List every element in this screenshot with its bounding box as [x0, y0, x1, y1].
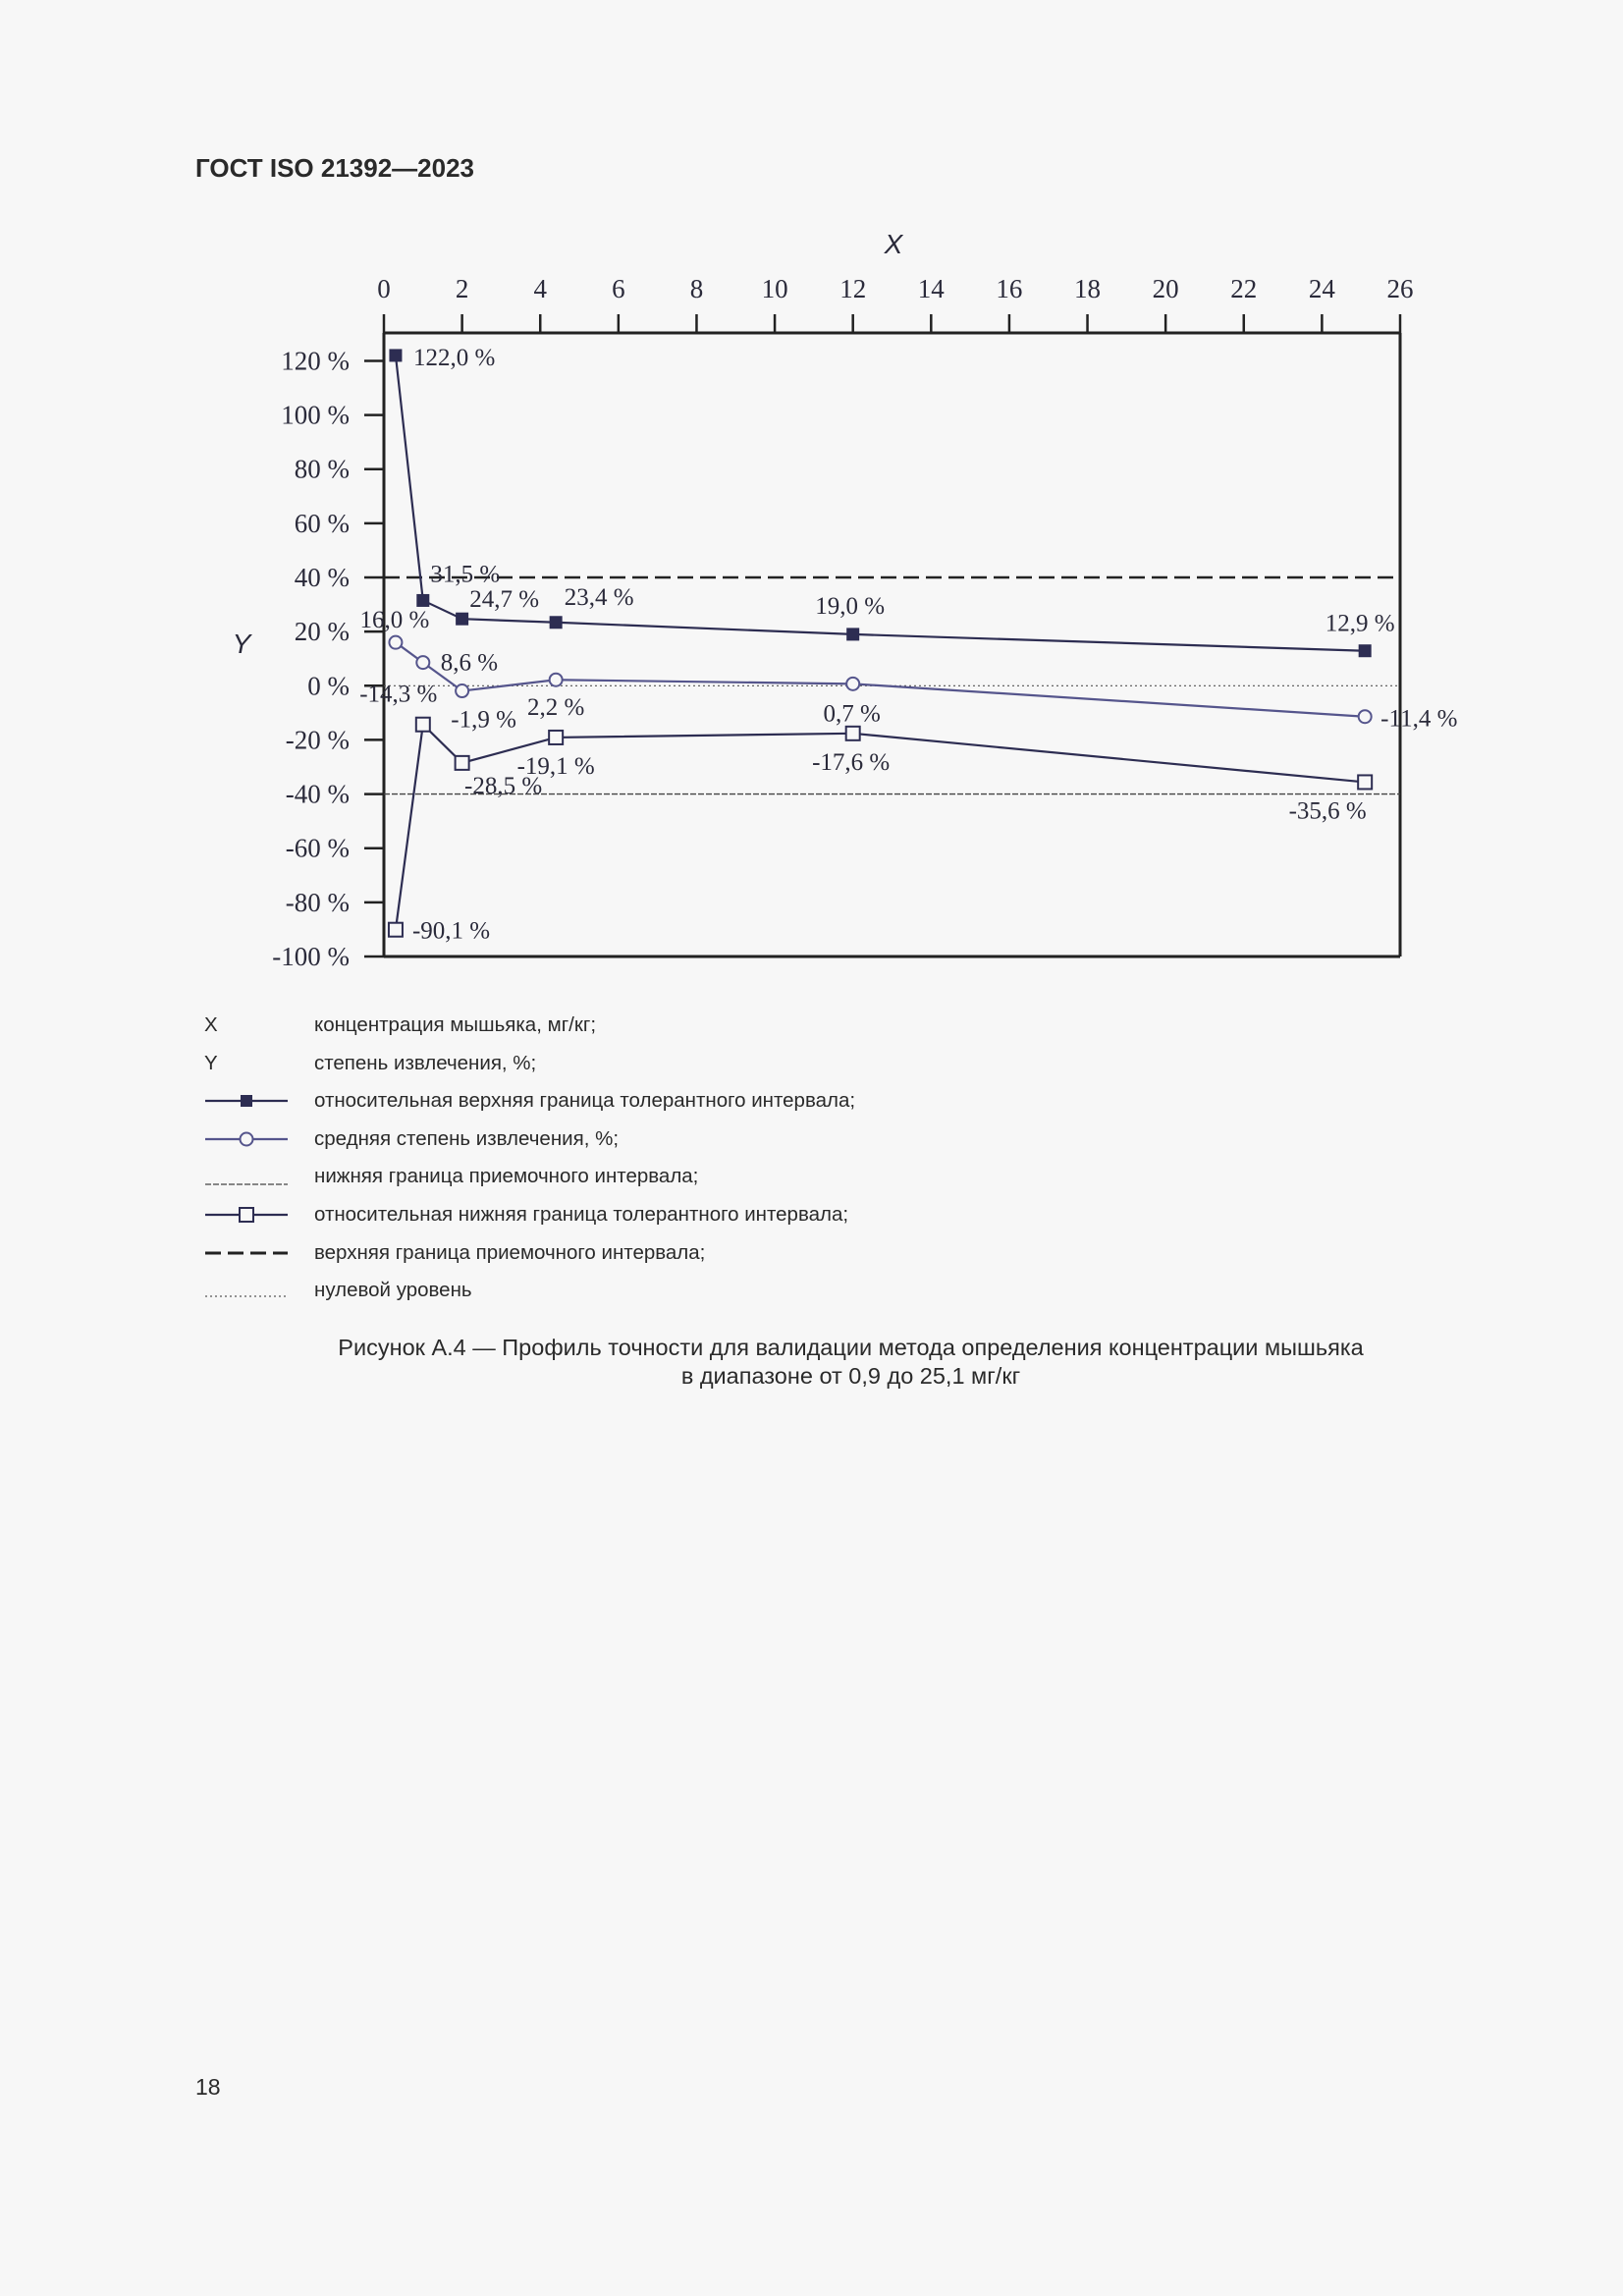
data-label: -28,5 % — [464, 772, 543, 799]
x-tick-label: 24 — [1308, 274, 1335, 303]
data-label: 19,0 % — [815, 592, 886, 620]
legend-text: нижняя граница приемочного интервала; — [314, 1165, 699, 1188]
data-label: -14,3 % — [359, 681, 438, 708]
y-tick-label: 120 % — [281, 346, 350, 376]
legend-item — [195, 1011, 1275, 1050]
point-filled-square — [457, 613, 468, 625]
point-open-square — [846, 727, 860, 740]
point-open-square — [1358, 775, 1372, 789]
data-label: 23,4 % — [564, 583, 634, 611]
data-label: 0,7 % — [823, 700, 881, 728]
data-label: -17,6 % — [812, 748, 891, 776]
data-label: 8,6 % — [440, 649, 499, 677]
data-label: -19,1 % — [516, 752, 595, 780]
data-label: 16,0 % — [359, 607, 430, 634]
point-open-circle — [389, 636, 402, 649]
data-label: 31,5 % — [430, 561, 501, 588]
figure-caption — [195, 1334, 1506, 1391]
x-tick-label: 2 — [455, 274, 469, 303]
data-label: 122,0 % — [412, 344, 496, 371]
x-axis-label: X — [884, 229, 903, 259]
point-open-circle — [416, 656, 429, 669]
legend-text: верхняя граница приемочного интервала; — [314, 1240, 706, 1264]
x-tick-label: 0 — [377, 274, 391, 303]
x-tick-label: 20 — [1152, 274, 1179, 303]
point-filled-square — [390, 350, 402, 361]
data-labels — [359, 345, 1457, 945]
legend-text: нулевой уровень — [314, 1279, 472, 1302]
legend-text: степень извлечения, %; — [314, 1051, 537, 1074]
legend-item — [195, 1125, 1275, 1164]
point-open-square — [416, 718, 430, 732]
data-label: 12,9 % — [1325, 610, 1395, 637]
legend-text: средняя степень извлечения, %; — [314, 1126, 620, 1150]
x-tick-label: 14 — [917, 274, 945, 303]
caption-line-1: Рисунок А.4 — Профиль точности для валидации метода определения концентрации мышьяка — [338, 1335, 1364, 1360]
caption-line-2: в диапазоне от 0,9 до 25,1 мг/кг — [680, 1363, 1021, 1389]
y-tick-label: -80 % — [285, 887, 350, 917]
data-label: 2,2 % — [526, 694, 585, 722]
legend-symbol-heavy-dash — [203, 1239, 292, 1269]
point-open-square — [549, 731, 563, 744]
legend-item — [195, 1087, 1275, 1125]
point-open-square — [456, 756, 469, 770]
x-tick-label: 10 — [761, 274, 788, 303]
legend-text: относительная верхняя граница толерантного интервала; — [314, 1089, 856, 1113]
data-label: -90,1 % — [411, 917, 491, 945]
series-layer — [389, 350, 1372, 937]
document-header: ГОСТ ISO 21392—2023 — [195, 153, 475, 183]
legend-symbol-line-filled-square — [203, 1087, 292, 1117]
y-tick-label: -40 % — [285, 779, 350, 809]
y-tick-label: 0 % — [307, 671, 350, 701]
legend-item — [195, 1201, 1275, 1239]
data-label: 24,7 % — [469, 586, 540, 614]
y-tick-label: -60 % — [285, 833, 350, 863]
data-label: -11,4 % — [1380, 705, 1458, 733]
legend-symbol-line-open-circle — [203, 1125, 292, 1155]
legend-item — [195, 1277, 1275, 1315]
y-axis-label: Y — [232, 629, 251, 659]
point-filled-square — [417, 594, 429, 606]
legend-symbol-dotted — [203, 1277, 292, 1306]
point-filled-square — [1359, 645, 1371, 657]
x-tick-label: 26 — [1386, 274, 1414, 303]
legend-symbol-line-open-square — [203, 1201, 292, 1230]
legend-symbol-fine-dash — [203, 1163, 292, 1192]
figure-legend — [195, 1011, 1275, 1315]
point-open-circle — [456, 684, 468, 697]
legend-item — [195, 1239, 1275, 1278]
legend-key: X — [204, 1013, 218, 1036]
x-tick-label: 12 — [839, 274, 867, 303]
point-filled-square — [550, 617, 562, 629]
legend-key: Y — [204, 1051, 218, 1074]
y-tick-label: 20 % — [294, 617, 350, 647]
legend-text: относительная нижняя граница толерантного интервала; — [314, 1202, 849, 1226]
x-axis — [377, 229, 1413, 333]
point-filled-square — [847, 629, 859, 640]
data-label: -35,6 % — [1288, 797, 1367, 825]
y-tick-label: -20 % — [285, 725, 350, 755]
y-tick-label: 80 % — [294, 454, 350, 484]
accuracy-profile-chart — [0, 0, 1623, 1002]
y-tick-label: 40 % — [294, 563, 350, 593]
y-tick-label: 100 % — [281, 400, 350, 430]
legend-item — [195, 1163, 1275, 1201]
y-tick-label: -100 % — [272, 942, 350, 971]
point-open-circle — [846, 678, 859, 690]
point-open-circle — [1359, 710, 1372, 723]
x-tick-label: 18 — [1074, 274, 1102, 303]
data-label: -1,9 % — [451, 706, 516, 734]
page-number: 18 — [195, 2074, 221, 2100]
legend-text: концентрация мышьяка, мг/кг; — [314, 1013, 597, 1036]
x-tick-label: 22 — [1230, 274, 1258, 303]
x-tick-label: 8 — [689, 274, 704, 303]
legend-item — [195, 1050, 1275, 1088]
x-tick-label: 16 — [996, 274, 1023, 303]
x-tick-label: 6 — [612, 274, 625, 303]
y-tick-label: 60 % — [294, 508, 350, 538]
x-tick-label: 4 — [533, 274, 547, 303]
point-open-square — [389, 923, 403, 937]
point-open-circle — [550, 674, 563, 686]
